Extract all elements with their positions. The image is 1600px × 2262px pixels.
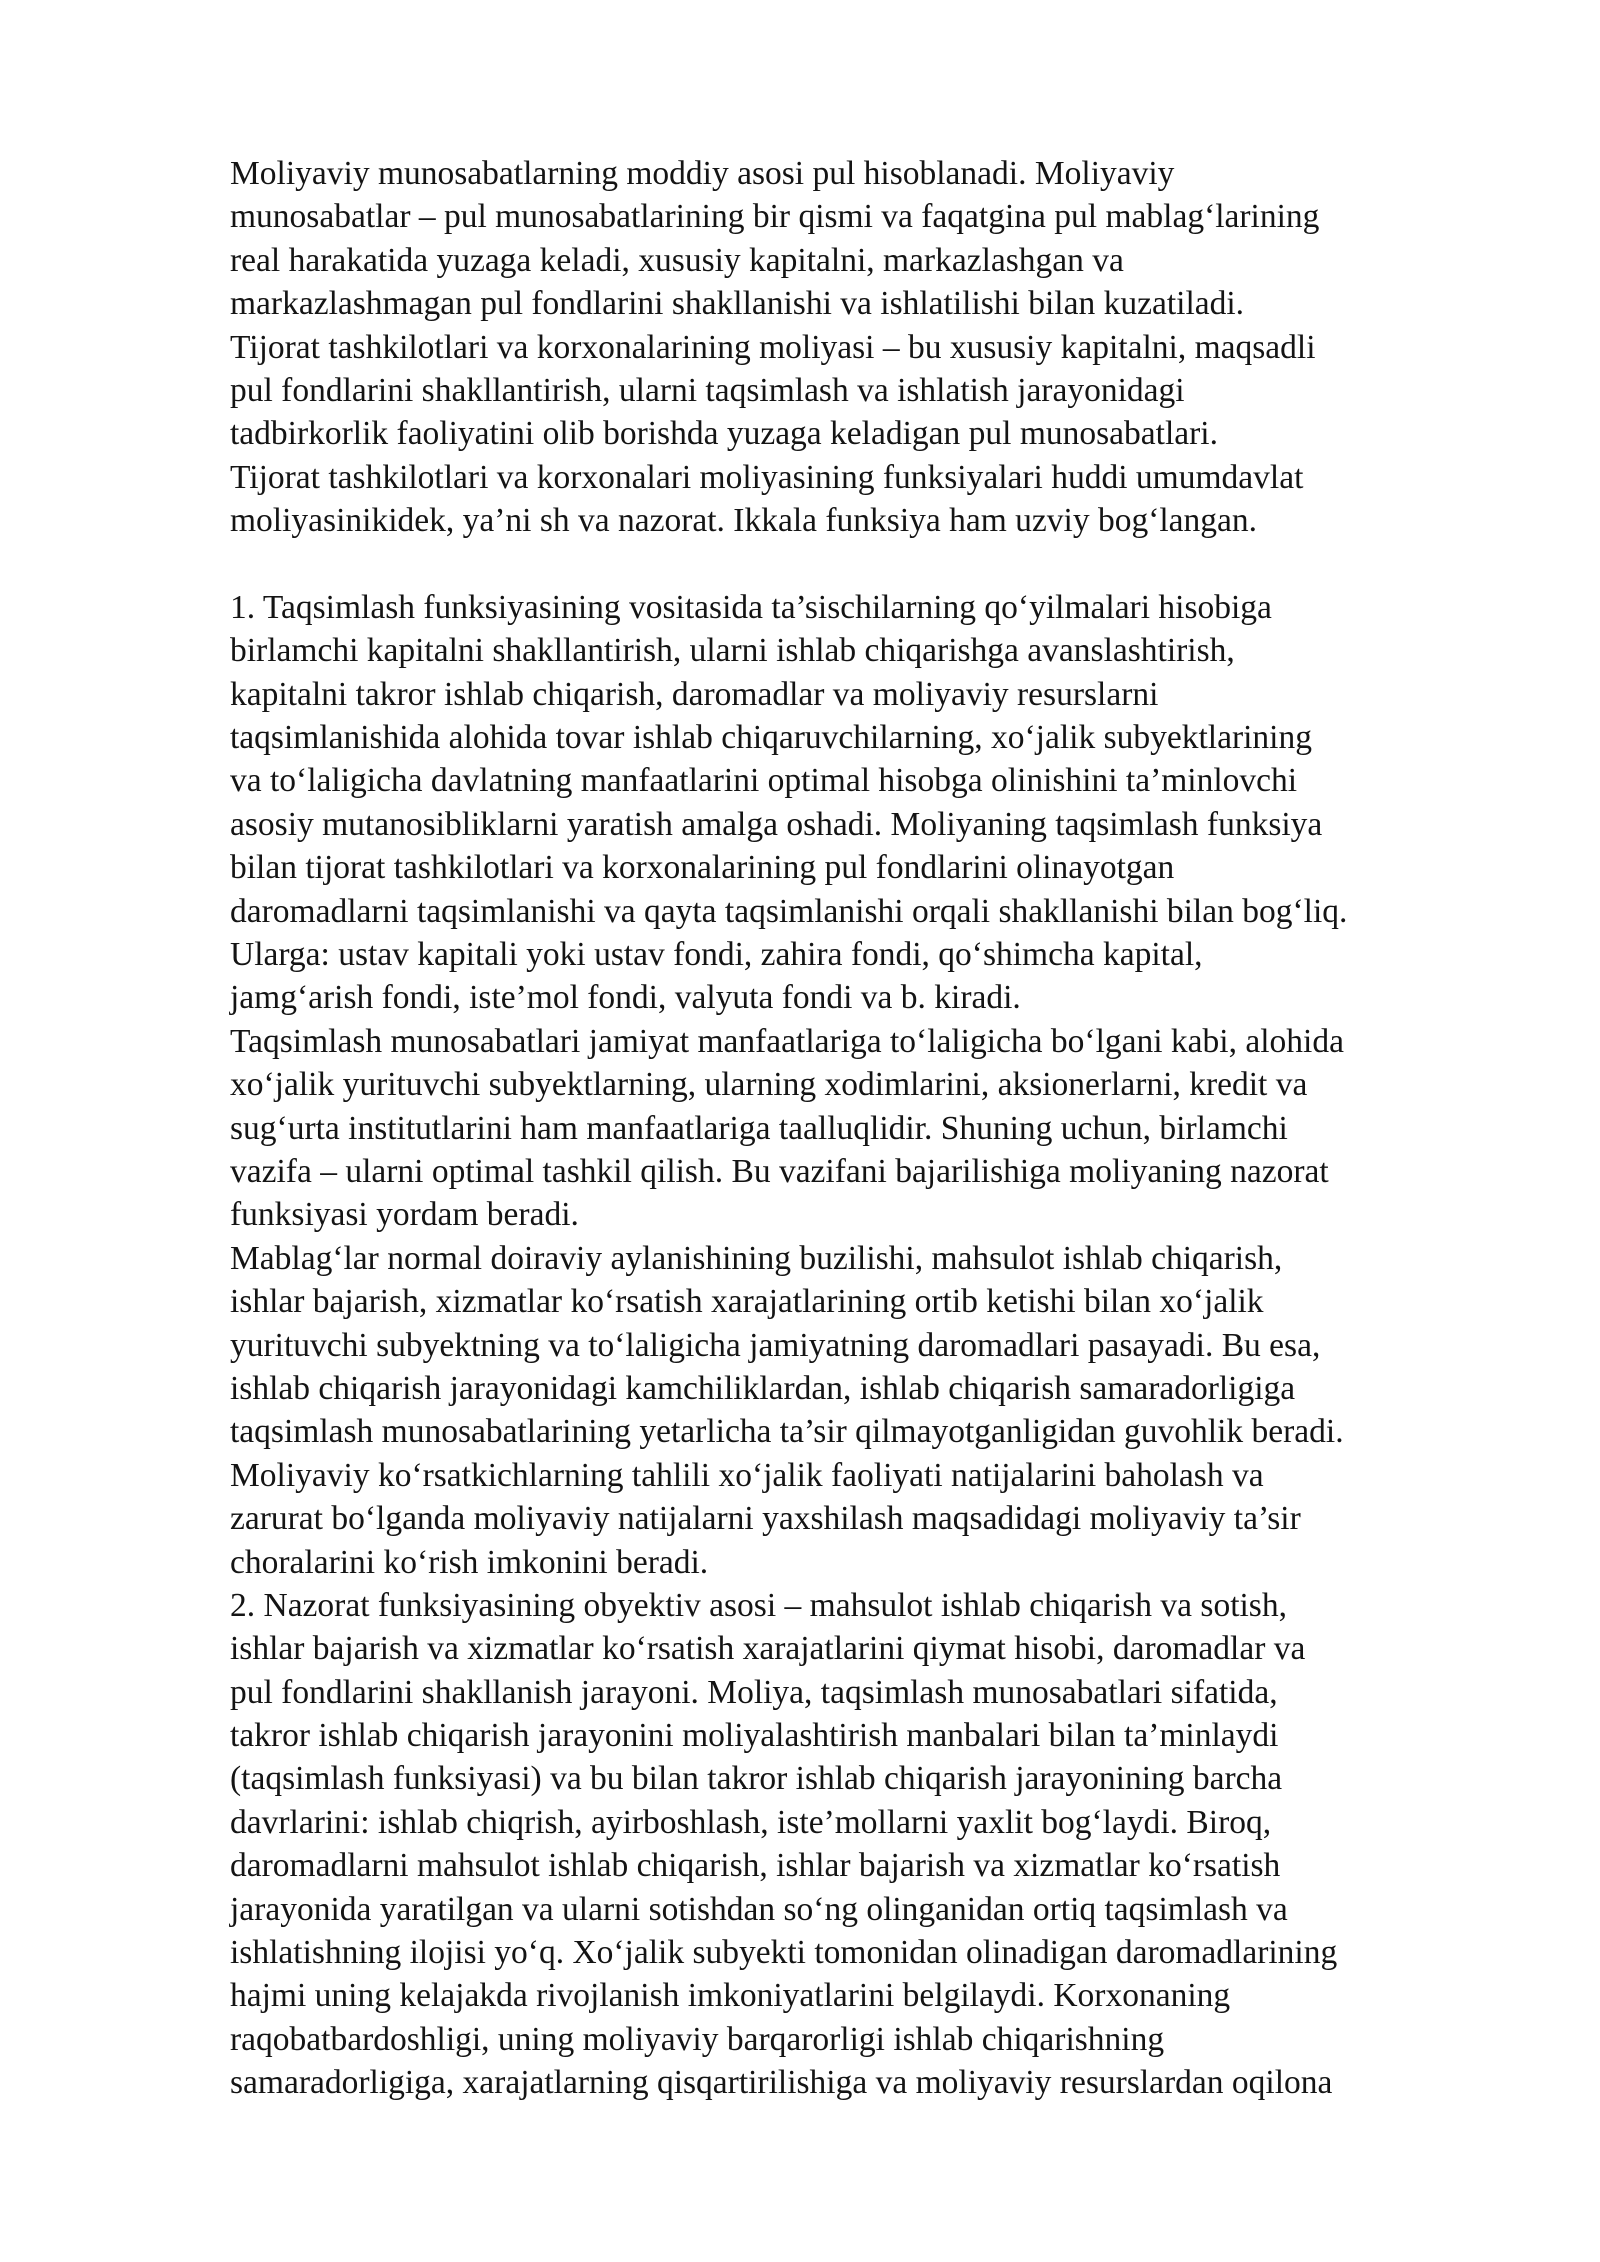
text-line: ishlab chiqarish jarayonidagi kamchiliklardan, ishlab chiqarish samaradorligiga bbox=[230, 1369, 1296, 1407]
text-line: munosabatlar – pul munosabatlarining bir qismi va faqatgina pul mablag‘larining bbox=[230, 198, 1320, 236]
text-line: choralarini ko‘rish imkonini beradi. bbox=[230, 1543, 709, 1581]
text-line: Taqsimlash munosabatlari jamiyat manfaatlariga to‘laligicha bo‘lgani kabi, alohida bbox=[230, 1022, 1344, 1060]
text-line: kapitalni takror ishlab chiqarish, daromadlar va moliyaviy resurslarni bbox=[230, 675, 1159, 713]
text-line: daromadlarni mahsulot ishlab chiqarish, ishlar bajarish va xizmatlar ko‘rsatish bbox=[230, 1847, 1281, 1885]
text-line: daromadlarni taqsimlanishi va qayta taqsimlanishi orqali shakllanishi bilan bog‘liq. bbox=[230, 892, 1348, 930]
text-line: vazifa – ularni optimal tashkil qilish. Bu vazifani bajarilishiga moliyaning nazorat bbox=[230, 1152, 1329, 1190]
text-line: real harakatida yuzaga keladi, xususiy kapitalni, markazlashgan va bbox=[230, 241, 1124, 279]
text-line: Moliyaviy munosabatlarning moddiy asosi pul hisoblanadi. Moliyaviy bbox=[230, 155, 1175, 192]
text-line: ishlatishning ilojisi yo‘q. Xo‘jalik subyekti tomonidan olinadigan daromadlarining bbox=[230, 1934, 1338, 1972]
text-line: pul fondlarini shakllantirish, ularni taqsimlash va ishlatish jarayonidagi bbox=[230, 371, 1185, 409]
text-line: xo‘jalik yurituvchi subyektlarning, ularning xodimlarini, aksionerlarni, kredit va bbox=[230, 1066, 1308, 1104]
text-line: bilan tijorat tashkilotlari va korxonalarining pul fondlarini olinayotgan bbox=[230, 849, 1175, 887]
text-line: taqsimlanishida alohida tovar ishlab chiqaruvchilarning, xo‘jalik subyektlarining bbox=[230, 719, 1312, 757]
text-line: Tijorat tashkilotlari va korxonalari moliyasining funksiyalari huddi umumdavlat bbox=[230, 458, 1304, 496]
text-line: samaradorligiga, xarajatlarning qisqartirilishiga va moliyaviy resurslardan oqilona bbox=[230, 2064, 1333, 2102]
text-line: Tijorat tashkilotlari va korxonalarining moliyasi – bu xususiy kapitalni, maqsadli bbox=[230, 328, 1316, 366]
text-line: va to‘laligicha davlatning manfaatlarini optimal hisobga olinishini ta’minlovchi bbox=[230, 762, 1298, 800]
text-line: yurituvchi subyektning va to‘laligicha jamiyatning daromadlari pasayadi. Bu esa, bbox=[230, 1326, 1321, 1364]
text-line: funksiyasi yordam beradi. bbox=[230, 1196, 579, 1234]
text-line: moliyasinikidek, ya’ni sh va nazorat. Ikkala funksiya ham uzviy bog‘langan. bbox=[230, 502, 1258, 540]
text-line: zarurat bo‘lganda moliyaviy natijalarni yaxshilash maqsadidagi moliyaviy ta’sir bbox=[230, 1500, 1301, 1538]
text-line: 1. Taqsimlash funksiyasining vositasida ta’sischilarning qo‘yilmalari hisobiga bbox=[230, 588, 1272, 626]
text-line: Ularga: ustav kapitali yoki ustav fondi, zahira fondi, qo‘shimcha kapital, bbox=[230, 936, 1203, 974]
text-line: jamg‘arish fondi, iste’mol fondi, valyuta fondi va b. kiradi. bbox=[230, 979, 1021, 1017]
text-line: ishlar bajarish, xizmatlar ko‘rsatish xarajatlarining ortib ketishi bilan xo‘jalik bbox=[230, 1283, 1264, 1321]
text-line: tadbirkorlik faoliyatini olib borishda yuzaga keladigan pul munosabatlari. bbox=[230, 415, 1218, 453]
text-line: (taqsimlash funksiyasi) va bu bilan takror ishlab chiqarish jarayonining barcha bbox=[230, 1760, 1283, 1798]
text-line: Moliyaviy ko‘rsatkichlarning tahlili xo‘jalik faoliyati natijalarini baholash va bbox=[230, 1456, 1264, 1494]
document-page bbox=[230, 152, 1520, 2105]
paragraph-gap bbox=[230, 543, 1520, 586]
text-line: birlamchi kapitalni shakllantirish, ularni ishlab chiqarishga avanslashtirish, bbox=[230, 632, 1235, 670]
text-line: jarayonida yaratilgan va ularni sotishdan so‘ng olinganidan ortiq taqsimlash va bbox=[230, 1890, 1288, 1928]
text-line: davrlarini: ishlab chiqrish, ayirboshlash, iste’mollarni yaxlit bog‘laydi. Biroq, bbox=[230, 1803, 1272, 1841]
text-line: hajmi uning kelajakda rivojlanish imkoniyatlarini belgilaydi. Korxonaning bbox=[230, 1977, 1231, 2015]
text-line: takror ishlab chiqarish jarayonini moliyalashtirish manbalari bilan ta’minlaydi bbox=[230, 1717, 1279, 1755]
text-line: asosiy mutanosibliklarni yaratish amalga oshadi. Moliyaning taqsimlash funksiya bbox=[230, 805, 1323, 843]
text-line: Mablag‘lar normal doiraviy aylanishining buzilishi, mahsulot ishlab chiqarish, bbox=[230, 1239, 1283, 1277]
text-line: ishlar bajarish va xizmatlar ko‘rsatish xarajatlarini qiymat hisobi, daromadlar va bbox=[230, 1630, 1306, 1668]
text-line: pul fondlarini shakllanish jarayoni. Moliya, taqsimlash munosabatlari sifatida, bbox=[230, 1673, 1278, 1711]
text-line: taqsimlash munosabatlarining yetarlicha ta’sir qilmayotganligidan guvohlik beradi. bbox=[230, 1413, 1344, 1451]
text-line: 2. Nazorat funksiyasining obyektiv asosi – mahsulot ishlab chiqarish va sotish, bbox=[230, 1586, 1287, 1624]
text-line: sug‘urta institutlarini ham manfaatlariga taalluqlidir. Shuning uchun, birlamchi bbox=[230, 1109, 1288, 1147]
text-line: markazlashmagan pul fondlarini shakllanishi va ishlatilishi bilan kuzatiladi. bbox=[230, 285, 1245, 323]
text-line: raqobatbardoshligi, uning moliyaviy barqarorligi ishlab chiqarishning bbox=[230, 2020, 1165, 2058]
